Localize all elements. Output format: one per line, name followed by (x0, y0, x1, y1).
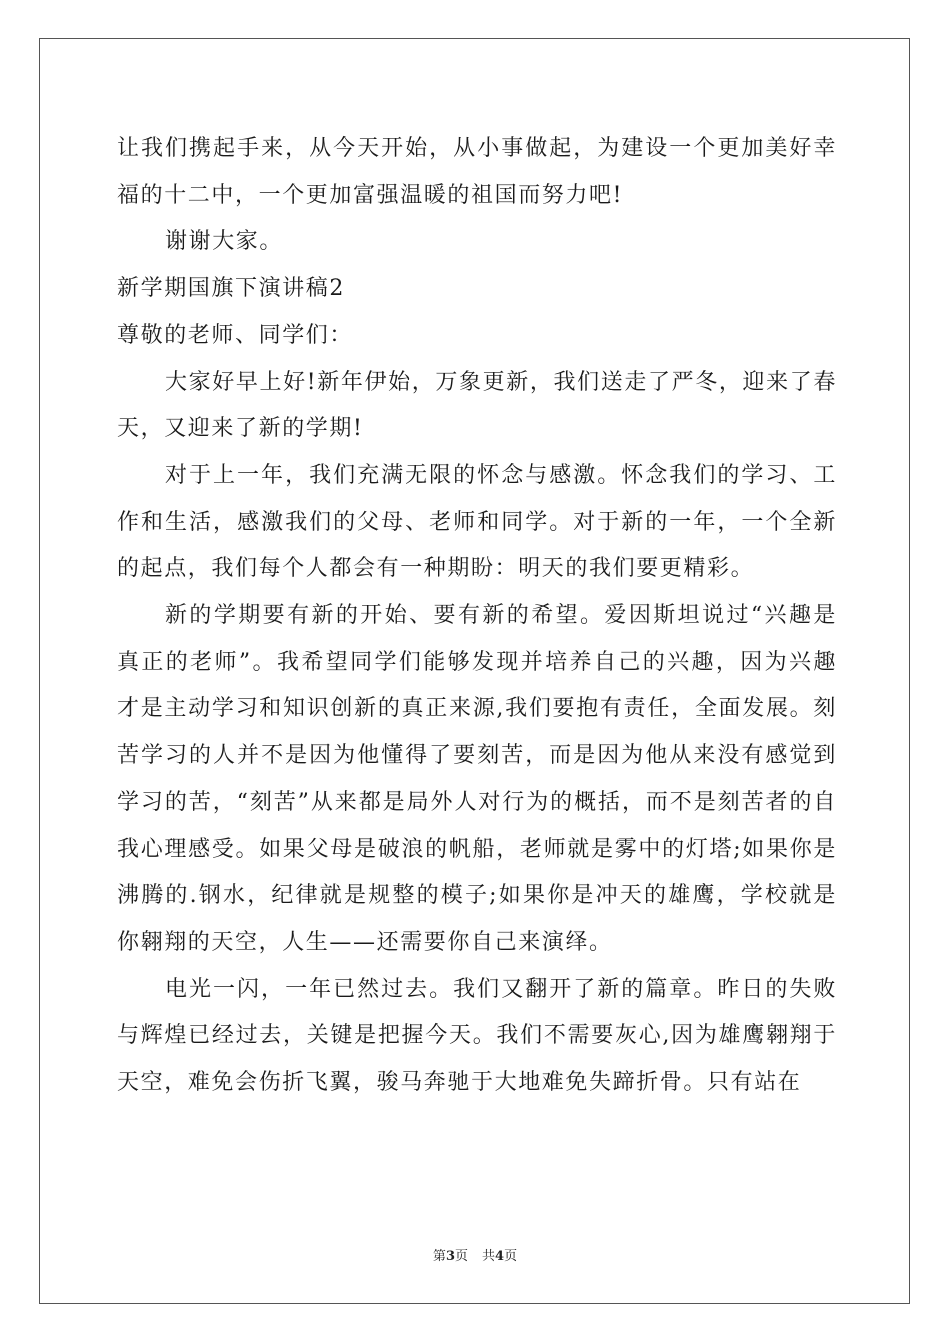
paragraph-last-year: 对于上一年，我们充满无限的怀念与感激。怀念我们的学习、工作和生活，感激我们的父母、老师和同学。对于新的一年，一个全新的起点，我们每个人都会有一种期盼：明天的我们要更精彩。 (117, 462, 837, 582)
total-suffix: 页 (504, 1249, 518, 1264)
paragraph-greeting: 大家好早上好!新年伊始，万象更新，我们送走了严冬，迎来了春天，又迎来了新的学期! (117, 369, 837, 442)
page-number: 3 (445, 1249, 455, 1264)
salutation: 尊敬的老师、同学们： (117, 322, 354, 348)
page-prefix: 第 (432, 1249, 446, 1264)
paragraph-thanks: 谢谢大家。 (165, 229, 284, 255)
paragraph-new-chapter: 电光一闪，一年已然过去。我们又翻开了新的篇章。昨日的失败与辉煌已经过去，关键是把握今天。我们不需要灰心,因为雄鹰翱翔于天空，难免会伤折飞翼，骏马奔驰于大地难免失蹄折骨。只有站在 (117, 976, 837, 1096)
page-suffix: 页 (454, 1249, 468, 1264)
page-footer (0, 1248, 950, 1266)
total-prefix: 共 (482, 1249, 496, 1264)
paragraph-new-semester: 新的学期要有新的开始、要有新的希望。爱因斯坦说过“兴趣是真正的老师”。我希望同学们能够发现并培养自己的兴趣，因为兴趣才是主动学习和知识创新的真正来源,我们要抱有责任，全面发展。刻苦学习的人并不是因为他懂得了要刻苦，而是因为他从来没有感觉到学习的苦，“刻苦”从来都是局外人对行为的概括，而不是刻苦者的自我心理感受。如果父母是破浪的帆船，老师就是雾中的灯塔;如果你是沸腾的.钢水，纪律就是规整的模子;如果你是冲天的雄鹰，学校就是你翱翔的天空，人生——还需要你自己来演绎。 (117, 603, 837, 955)
paragraph-closing-line: 让我们携起手来，从今天开始，从小事做起，为建设一个更加美好幸福的十二中，一个更加富强温暖的祖国而努力吧! (117, 136, 837, 208)
total-pages: 4 (495, 1249, 505, 1264)
section-title: 新学期国旗下演讲稿2 (117, 276, 345, 302)
document-body (117, 126, 837, 1107)
